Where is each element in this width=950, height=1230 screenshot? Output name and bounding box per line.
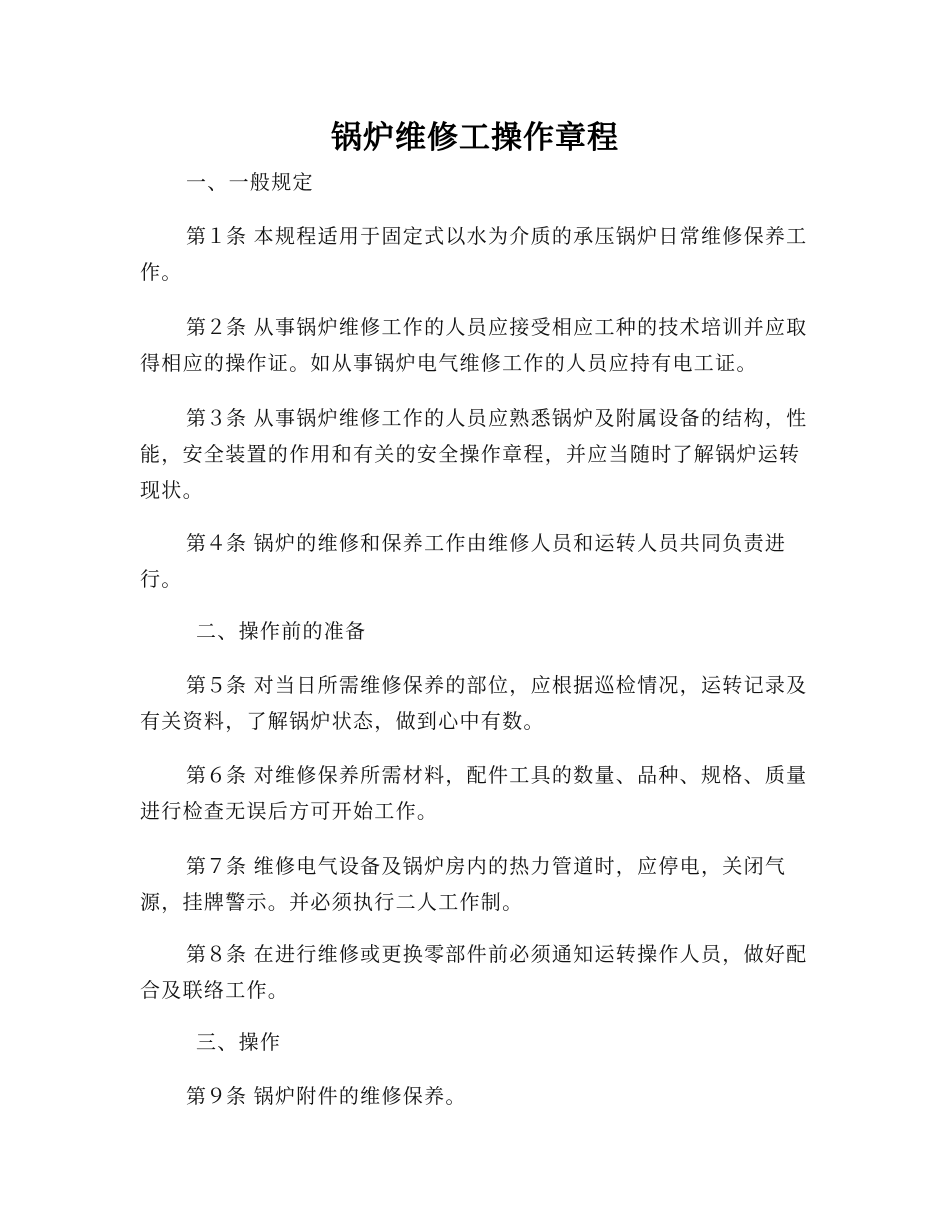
article-3 (140, 400, 808, 508)
article-text: 锅炉的维修和保养工作由维修人员和运转人员共同负责进行。 (140, 531, 787, 591)
section-heading: 二、操作前的准备 (196, 619, 367, 643)
article-text: 对当日所需维修保养的部位，应根据巡检情况，运转记录及有关资料，了解锅炉状态，做到心中有数。 (140, 673, 808, 733)
article-text: 对维修保养所需材料，配件工具的数量、品种、规格、质量进行检查无误后方可开始工作。 (140, 763, 808, 823)
article-9 (140, 1078, 808, 1114)
article-4 (140, 525, 808, 597)
section-heading: 一、一般规定 (186, 170, 314, 194)
article-1 (140, 218, 808, 290)
article-text: 本规程适用于固定式以水为介质的承压锅炉日常维修保养工作。 (140, 224, 808, 284)
article-label: 第３条 (186, 406, 246, 430)
article-label: 第５条 (186, 673, 246, 697)
article-text: 维修电气设备及锅炉房内的热力管道时，应停电，关闭气源，挂牌警示。并必须执行二人工作制。 (140, 854, 787, 914)
article-label: 第２条 (186, 315, 246, 339)
article-2 (140, 309, 808, 381)
article-6 (140, 757, 808, 829)
article-5 (140, 667, 808, 739)
article-text: 锅炉附件的维修保养。 (253, 1084, 467, 1108)
article-7 (140, 848, 808, 920)
article-label: 第７条 (186, 854, 246, 878)
article-label: 第１条 (186, 224, 246, 248)
article-label: 第９条 (186, 1084, 246, 1108)
article-label: 第６条 (186, 763, 246, 787)
article-text: 从事锅炉维修工作的人员应熟悉锅炉及附属设备的结构，性能，安全装置的作用和有关的安全操作章程，并应当随时了解锅炉运转现状。 (140, 406, 808, 502)
section-heading: 三、操作 (196, 1030, 282, 1054)
article-text: 从事锅炉维修工作的人员应接受相应工种的技术培训并应取得相应的操作证。如从事锅炉电气维修工作的人员应持有电工证。 (140, 315, 808, 375)
article-8 (140, 936, 808, 1008)
article-text: 在进行维修或更换零部件前必须通知运转操作人员，做好配合及联络工作。 (140, 942, 808, 1002)
article-label: 第４条 (186, 531, 246, 555)
article-label: 第８条 (186, 942, 246, 966)
document-title: 锅炉维修工操作章程 (331, 120, 619, 156)
